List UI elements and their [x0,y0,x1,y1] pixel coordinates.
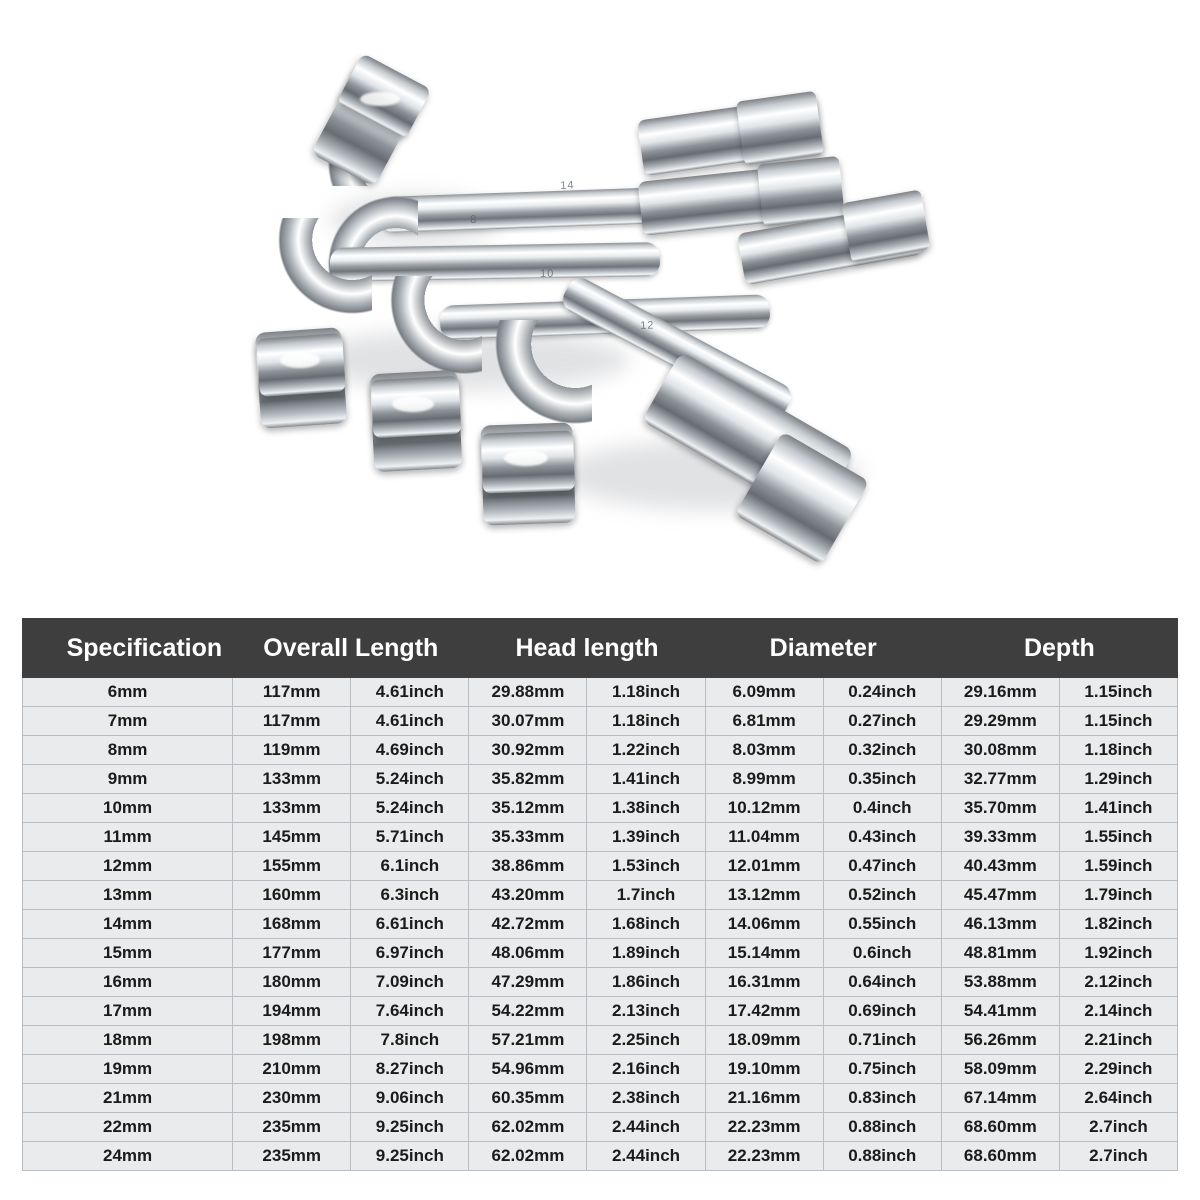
cell-depth-in: 1.82inch [1059,910,1177,939]
cell-depth-mm: 48.81mm [941,939,1059,968]
cell-depth-in: 2.12inch [1059,968,1177,997]
cell-head-in: 2.44inch [587,1113,705,1142]
cell-specification: 18mm [23,1026,233,1055]
cell-specification: 9mm [23,765,233,794]
cell-overall-mm: 235mm [233,1142,351,1171]
cell-head-mm: 35.12mm [469,794,587,823]
wrench-socket-hex [757,156,845,226]
cell-dia-in: 0.43inch [823,823,941,852]
cell-overall-in: 5.71inch [351,823,469,852]
cell-overall-in: 8.27inch [351,1055,469,1084]
cell-depth-in: 1.29inch [1059,765,1177,794]
cell-depth-in: 2.7inch [1059,1142,1177,1171]
cell-overall-mm: 133mm [233,765,351,794]
cell-specification: 6mm [23,678,233,707]
cell-overall-mm: 168mm [233,910,351,939]
cell-dia-in: 0.71inch [823,1026,941,1055]
cell-depth-mm: 46.13mm [941,910,1059,939]
cell-head-mm: 43.20mm [469,881,587,910]
cell-dia-mm: 12.01mm [705,852,823,881]
table-row [23,707,1178,736]
cell-dia-in: 0.35inch [823,765,941,794]
cell-depth-in: 1.55inch [1059,823,1177,852]
cell-specification: 24mm [23,1142,233,1171]
cell-overall-mm: 230mm [233,1084,351,1113]
cell-overall-in: 7.64inch [351,997,469,1026]
cell-overall-mm: 177mm [233,939,351,968]
cell-head-in: 1.22inch [587,736,705,765]
cell-head-in: 1.53inch [587,852,705,881]
table-row [23,765,1178,794]
cell-depth-mm: 68.60mm [941,1113,1059,1142]
cell-dia-mm: 13.12mm [705,881,823,910]
wrench-elbow [372,276,482,386]
cell-overall-mm: 198mm [233,1026,351,1055]
cell-dia-mm: 22.23mm [705,1113,823,1142]
cell-head-in: 1.7inch [587,881,705,910]
column-header-overall-length: Overall Length [233,619,469,678]
cell-depth-in: 2.64inch [1059,1084,1177,1113]
cell-depth-in: 1.18inch [1059,736,1177,765]
cell-head-in: 2.13inch [587,997,705,1026]
cell-specification: 7mm [23,707,233,736]
cell-dia-mm: 6.09mm [705,678,823,707]
cell-dia-in: 0.88inch [823,1113,941,1142]
cell-specification: 11mm [23,823,233,852]
table-row [23,1142,1178,1171]
cell-overall-mm: 155mm [233,852,351,881]
cell-head-mm: 30.92mm [469,736,587,765]
cell-depth-mm: 45.47mm [941,881,1059,910]
cell-depth-in: 1.79inch [1059,881,1177,910]
cell-depth-mm: 30.08mm [941,736,1059,765]
cell-depth-mm: 54.41mm [941,997,1059,1026]
cell-overall-in: 4.61inch [351,707,469,736]
cell-depth-mm: 40.43mm [941,852,1059,881]
cell-head-in: 2.16inch [587,1055,705,1084]
cell-dia-in: 0.4inch [823,794,941,823]
cell-head-in: 1.68inch [587,910,705,939]
cell-overall-mm: 117mm [233,707,351,736]
cell-head-in: 2.44inch [587,1142,705,1171]
table-row [23,1084,1178,1113]
cell-depth-in: 1.15inch [1059,707,1177,736]
cell-head-mm: 29.88mm [469,678,587,707]
cell-depth-in: 1.41inch [1059,794,1177,823]
specular-highlight [504,450,548,466]
cell-overall-mm: 160mm [233,881,351,910]
cell-dia-in: 0.27inch [823,707,941,736]
cell-depth-in: 2.7inch [1059,1113,1177,1142]
cell-overall-in: 6.3inch [351,881,469,910]
cell-depth-in: 2.21inch [1059,1026,1177,1055]
cell-overall-mm: 117mm [233,678,351,707]
cell-depth-in: 2.14inch [1059,997,1177,1026]
cell-head-mm: 47.29mm [469,968,587,997]
cell-depth-mm: 29.29mm [941,707,1059,736]
cell-head-mm: 62.02mm [469,1142,587,1171]
column-header-depth: Depth [941,619,1177,678]
cell-overall-mm: 119mm [233,736,351,765]
table-row [23,794,1178,823]
cell-depth-in: 1.15inch [1059,678,1177,707]
cell-overall-in: 5.24inch [351,765,469,794]
column-header-diameter: Diameter [705,619,941,678]
cell-dia-in: 0.47inch [823,852,941,881]
cell-dia-in: 0.24inch [823,678,941,707]
specular-highlight [360,92,400,106]
table-row [23,852,1178,881]
table-row [23,736,1178,765]
cell-dia-mm: 19.10mm [705,1055,823,1084]
cell-specification: 19mm [23,1055,233,1084]
cell-depth-in: 1.92inch [1059,939,1177,968]
cell-dia-in: 0.55inch [823,910,941,939]
table-header-row [23,619,1178,678]
cell-dia-in: 0.88inch [823,1142,941,1171]
table-row [23,910,1178,939]
cell-overall-in: 9.25inch [351,1113,469,1142]
cell-specification: 17mm [23,997,233,1026]
cell-depth-mm: 39.33mm [941,823,1059,852]
table-row [23,997,1178,1026]
engraving-label: 12 [640,319,655,332]
cell-dia-in: 0.69inch [823,997,941,1026]
cell-head-mm: 35.82mm [469,765,587,794]
table-row [23,1055,1178,1084]
cell-specification: 16mm [23,968,233,997]
table-row [23,968,1178,997]
cell-overall-mm: 235mm [233,1113,351,1142]
specification-table-wrapper [22,618,1178,1171]
table-row [23,939,1178,968]
cell-overall-mm: 133mm [233,794,351,823]
cell-specification: 12mm [23,852,233,881]
cell-depth-mm: 56.26mm [941,1026,1059,1055]
cell-dia-in: 0.52inch [823,881,941,910]
cell-dia-in: 0.32inch [823,736,941,765]
specification-table [22,618,1178,1171]
cell-head-mm: 30.07mm [469,707,587,736]
table-row [23,881,1178,910]
cell-depth-mm: 32.77mm [941,765,1059,794]
cell-specification: 15mm [23,939,233,968]
cell-overall-in: 7.09inch [351,968,469,997]
cell-overall-in: 9.25inch [351,1142,469,1171]
cell-head-mm: 57.21mm [469,1026,587,1055]
cell-dia-mm: 22.23mm [705,1142,823,1171]
cell-head-mm: 54.96mm [469,1055,587,1084]
cell-dia-mm: 16.31mm [705,968,823,997]
cell-depth-in: 2.29inch [1059,1055,1177,1084]
cell-overall-in: 4.69inch [351,736,469,765]
cell-dia-mm: 21.16mm [705,1084,823,1113]
cell-head-mm: 62.02mm [469,1113,587,1142]
cell-head-mm: 60.35mm [469,1084,587,1113]
cell-head-mm: 48.06mm [469,939,587,968]
cell-head-in: 1.18inch [587,707,705,736]
cell-dia-mm: 8.99mm [705,765,823,794]
cell-overall-in: 7.8inch [351,1026,469,1055]
cell-head-in: 2.25inch [587,1026,705,1055]
cell-specification: 10mm [23,794,233,823]
wrench-socket-hex [736,91,824,166]
cell-overall-mm: 145mm [233,823,351,852]
cell-dia-mm: 14.06mm [705,910,823,939]
table-header [23,619,1178,678]
column-header-specification: Specification [23,619,233,678]
cell-depth-mm: 58.09mm [941,1055,1059,1084]
cell-head-mm: 42.72mm [469,910,587,939]
cell-specification: 22mm [23,1113,233,1142]
column-header-head-length: Head length [469,619,705,678]
cell-depth-mm: 29.16mm [941,678,1059,707]
cell-overall-mm: 194mm [233,997,351,1026]
engraving-label: 8 [470,213,478,226]
cell-dia-mm: 11.04mm [705,823,823,852]
cell-head-in: 1.18inch [587,678,705,707]
cell-head-in: 1.89inch [587,939,705,968]
wrench-shaft [379,187,670,233]
cell-specification: 8mm [23,736,233,765]
cell-dia-in: 0.75inch [823,1055,941,1084]
specular-highlight [280,352,320,368]
cell-overall-in: 4.61inch [351,678,469,707]
specular-highlight [392,396,434,412]
cell-head-in: 2.38inch [587,1084,705,1113]
table-row [23,1026,1178,1055]
table-row [23,1113,1178,1142]
cell-depth-mm: 67.14mm [941,1084,1059,1113]
cell-head-in: 1.86inch [587,968,705,997]
cell-dia-mm: 15.14mm [705,939,823,968]
cell-head-mm: 38.86mm [469,852,587,881]
cell-head-mm: 54.22mm [469,997,587,1026]
cell-dia-mm: 10.12mm [705,794,823,823]
cell-overall-in: 6.97inch [351,939,469,968]
cell-depth-in: 1.59inch [1059,852,1177,881]
cell-specification: 14mm [23,910,233,939]
engraving-label: 10 [540,267,555,280]
cell-head-in: 1.38inch [587,794,705,823]
table-body [23,678,1178,1171]
cell-depth-mm: 35.70mm [941,794,1059,823]
cell-dia-mm: 6.81mm [705,707,823,736]
cell-specification: 13mm [23,881,233,910]
cell-overall-in: 5.24inch [351,794,469,823]
cell-dia-mm: 17.42mm [705,997,823,1026]
cell-depth-mm: 68.60mm [941,1142,1059,1171]
cell-overall-mm: 210mm [233,1055,351,1084]
cell-overall-in: 6.61inch [351,910,469,939]
table-row [23,823,1178,852]
cell-depth-mm: 53.88mm [941,968,1059,997]
wrench-elbow [472,320,592,440]
table-row [23,678,1178,707]
cell-dia-in: 0.83inch [823,1084,941,1113]
cell-head-in: 1.41inch [587,765,705,794]
cell-specification: 21mm [23,1084,233,1113]
cell-overall-in: 9.06inch [351,1084,469,1113]
cell-overall-mm: 180mm [233,968,351,997]
cell-dia-in: 0.6inch [823,939,941,968]
cell-head-in: 1.39inch [587,823,705,852]
engraving-label: 14 [560,179,575,192]
cell-dia-in: 0.64inch [823,968,941,997]
wrench-elbow [262,218,372,328]
cell-overall-in: 6.1inch [351,852,469,881]
cell-dia-mm: 18.09mm [705,1026,823,1055]
cell-head-mm: 35.33mm [469,823,587,852]
cell-dia-mm: 8.03mm [705,736,823,765]
